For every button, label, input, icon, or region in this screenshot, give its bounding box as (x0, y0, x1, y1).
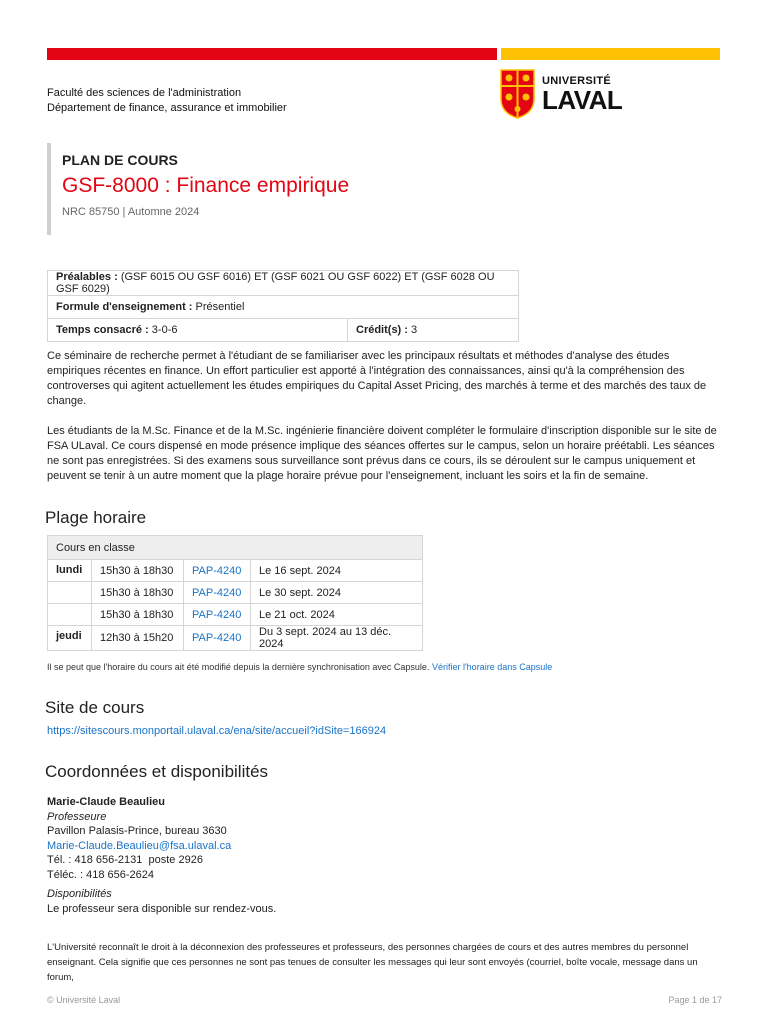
schedule-day: jeudi (48, 626, 92, 651)
credits-label: Crédit(s) : (356, 324, 408, 336)
credits-cell (348, 319, 519, 342)
schedule-day (48, 604, 92, 626)
logo-text-top: UNIVERSITÉ (542, 75, 612, 87)
professor-role: Professeure (47, 810, 107, 823)
time-label: Temps consacré : (56, 324, 149, 336)
schedule-date: Le 30 sept. 2024 (251, 582, 423, 604)
footer-page-number: Page 1 de 17 (668, 995, 722, 1005)
format-value: Présentiel (192, 301, 245, 313)
schedule-date: Du 3 sept. 2024 au 13 déc. 2024 (251, 626, 423, 651)
schedule-date: Le 16 sept. 2024 (251, 560, 423, 582)
red-bar (47, 48, 497, 60)
capsule-link[interactable]: Vérifier l'horaire dans Capsule (431, 662, 553, 672)
contact-heading: Coordonnées et disponibilités (45, 762, 269, 781)
availability-text: Le professeur sera disponible sur rendez-vous. (47, 902, 277, 915)
schedule-room-cell (184, 560, 251, 582)
schedule-time: 12h30 à 15h20 (92, 626, 184, 651)
schedule-time: 15h30 à 18h30 (92, 604, 184, 626)
schedule-note-text: Il se peut que l'horaire du cours ait été modifié depuis la dernière synchronisation avec Capsule. (47, 662, 432, 672)
room-link[interactable]: PAP-4240 (192, 608, 242, 621)
prereq-cell (48, 271, 519, 296)
room-link[interactable]: PAP-4240 (192, 632, 242, 644)
disconnection-paragraph: L'Université reconnaît le droit à la déconnexion des professeures et professeurs, des personnes chargées de cours et des autres membres du personnel enseignant. Cela signifie que ces personnes ne sont pas tenues de consulter les messages qui leur sont envoyés (courriel, boîte vocale, message dans un forum, (47, 942, 698, 983)
schedule-day (48, 582, 92, 604)
time-value: 3-0-6 (148, 324, 178, 336)
shield-icon (500, 69, 535, 119)
schedule-time: 15h30 à 18h30 (92, 582, 184, 604)
schedule-room-cell (184, 626, 251, 651)
table-row (48, 626, 423, 651)
credits-value: 3 (407, 324, 418, 336)
room-link[interactable]: PAP-4240 (192, 586, 242, 599)
schedule-table-header: Cours en classe (48, 536, 423, 560)
availability-label: Disponibilités (47, 888, 112, 900)
gold-bar (501, 48, 720, 60)
faculty-block (47, 86, 287, 116)
professor-office: Pavillon Palasis-Prince, bureau 3630 (47, 825, 227, 837)
table-row (48, 560, 423, 582)
professor-phone: Tél. : 418 656-2131 poste 2926 (47, 854, 203, 866)
schedule-room-cell (184, 604, 251, 626)
description-paragraph: Ce séminaire de recherche permet à l'étudiant de se familiariser avec les principaux résultats et méthodes d'analyse des études empiriques récentes en finance. Un effort particulier est apporté à l'intégration des connaissances, ainsi qu'à la compréhension des controverses qui agitent actuellement les études empiriques du Capital Asset Pricing, des marchés à terme et des marchés des taux de change. (47, 350, 707, 407)
logo-text-bottom: LAVAL (542, 85, 623, 115)
course-nrc: NRC 85750 | Automne 2024 (62, 206, 200, 218)
professor-email-link[interactable]: Marie-Claude.Beaulieu@fsa.ulaval.ca (47, 839, 232, 852)
schedule-time: 15h30 à 18h30 (92, 560, 184, 582)
schedule-heading: Plage horaire (45, 508, 147, 527)
format-cell (48, 296, 519, 319)
registration-paragraph: Les étudiants de la M.Sc. Finance et de la M.Sc. ingénierie financière doivent compléter le formulaire d'inscription disponible sur le site de FSA ULaval. Ce cours dispensé en mode présence implique des séances offertes sur le campus, selon un horaire préétabli. Les séances ne sont pas enregistrées. Si des examens sous surveillance sont prévus dans ce cours, ils se déroulent sur le campus uniquement et peuvent se tenir à un autre moment que la plage horaire prévue pour l'enseignement, incluant les soirs et la fin de semaine. (47, 425, 717, 482)
course-title: GSF-8000 : Finance empirique (62, 174, 350, 197)
course-site-link[interactable]: https://sitescours.monportail.ulaval.ca/ena/site/accueil?idSite=166924 (47, 725, 387, 737)
schedule-room-cell (184, 582, 251, 604)
time-cell (48, 319, 348, 342)
course-info-table (47, 270, 519, 342)
schedule-date: Le 21 oct. 2024 (251, 604, 423, 626)
schedule-note (47, 662, 552, 672)
footer-copyright: © Université Laval (47, 995, 121, 1005)
professor-fax: Téléc. : 418 656-2624 (47, 868, 155, 881)
table-row (48, 604, 423, 626)
faculty-name: Faculté des sciences de l'administration (47, 87, 242, 99)
top-color-bar (47, 48, 720, 60)
schedule-day: lundi (48, 560, 92, 582)
contact-block (47, 795, 276, 916)
university-logo (500, 69, 622, 119)
plan-label: PLAN DE COURS (62, 152, 178, 168)
prereq-value: (GSF 6015 OU GSF 6016) ET (GSF 6021 OU GSF 6022) ET (GSF 6028 OU GSF 6029) (56, 271, 495, 295)
course-site-heading: Site de cours (45, 698, 145, 717)
table-row (48, 582, 423, 604)
format-label: Formule d'enseignement : (56, 301, 193, 313)
course-title-block (47, 143, 467, 235)
professor-name: Marie-Claude Beaulieu (47, 796, 165, 808)
room-link[interactable]: PAP-4240 (192, 564, 242, 577)
prereq-label: Préalables : (56, 271, 118, 283)
department-name: Département de finance, assurance et immobilier (47, 102, 287, 114)
schedule-table (47, 535, 423, 651)
